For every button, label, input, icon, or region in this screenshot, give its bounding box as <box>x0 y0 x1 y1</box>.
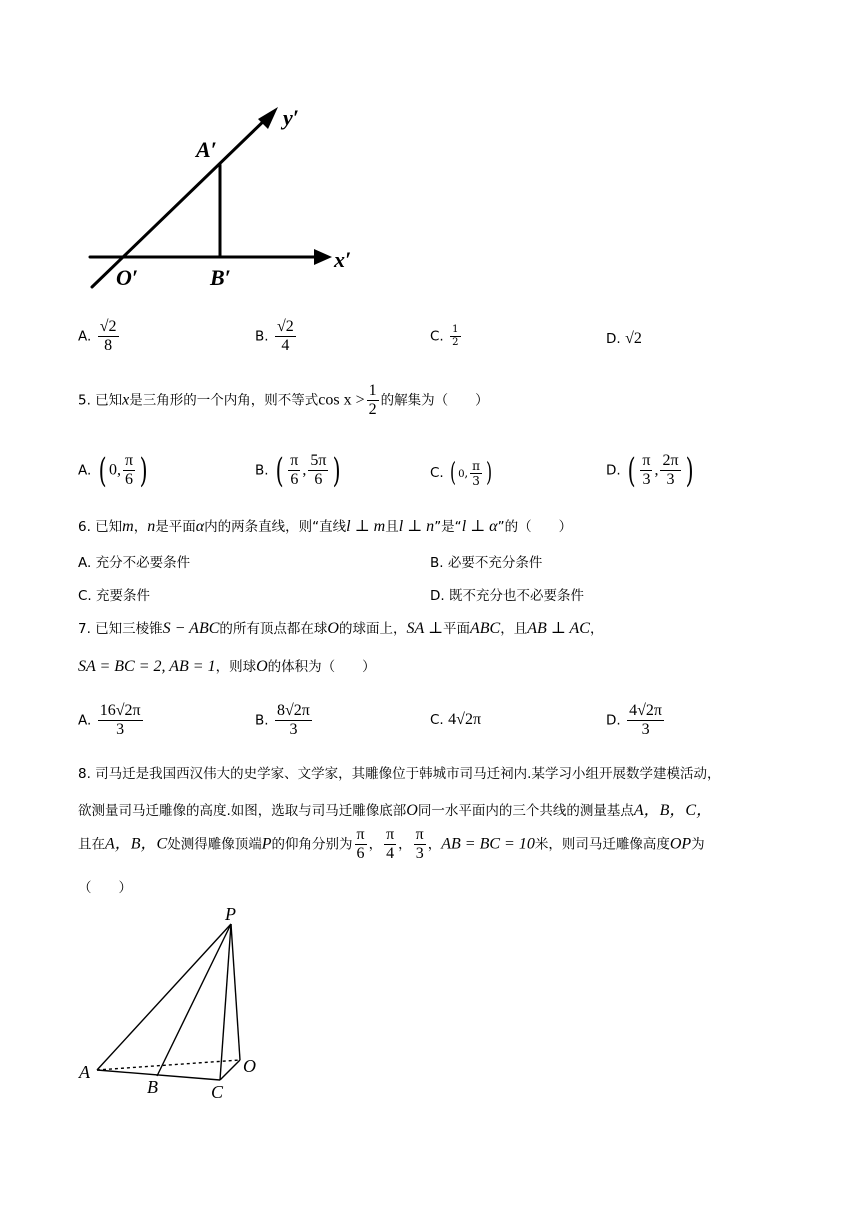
q6-stem: 6. 已知m，n是平面α内的两条直线，则“直线l ⊥ m且l ⊥ n”是“l ⊥ α”的（ ） <box>78 518 573 535</box>
q7-option-c[interactable]: C. 4√2π <box>430 711 482 728</box>
q4-option-c[interactable]: C. $\frac{1}{2}$ <box>430 324 459 348</box>
label-y: y′ <box>283 105 299 130</box>
x-arrowhead <box>314 249 332 265</box>
q7-stem-line2: SA = BC = 2, AB = 1，则球O的体积为（ ） <box>78 658 376 675</box>
q6-option-b[interactable]: B. 必要不充分条件 <box>430 555 543 571</box>
label-b: B <box>147 1077 158 1097</box>
label-o: O <box>243 1056 256 1076</box>
label-o: O′ <box>116 265 139 290</box>
label-c: C <box>211 1082 224 1100</box>
q4-option-a[interactable]: A. $\frac{√2}{8}$ <box>78 318 117 354</box>
q6-option-d[interactable]: D. 既不充分也不必要条件 <box>430 588 584 604</box>
label-a: A′ <box>196 137 217 162</box>
q6-option-a[interactable]: A. 充分不必要条件 <box>78 555 191 571</box>
q5-stem: 5. 已知x是三角形的一个内角，则不等式cos x > $\frac{1}{2}$ 的解集为（ ） <box>78 382 489 418</box>
q5-option-b[interactable]: B. ( $\frac{\pi}{6}$ , $\frac{5\pi}{6}$ ) <box>255 450 342 491</box>
edge-co <box>220 1060 240 1080</box>
edge-pb <box>157 924 231 1076</box>
edge-pa <box>97 924 231 1070</box>
edge-po <box>231 924 240 1060</box>
q8-stem-line2: 欲测量司马迁雕像的高度.如图，选取与司马迁雕像底部O同一水平面内的三个共线的测量基点A，B，C， <box>78 802 713 819</box>
q4-option-d[interactable]: D. √2 <box>606 330 642 347</box>
q7-option-b[interactable]: B. $\frac{8√2\pi}{3}$ <box>255 702 310 738</box>
q8-stem-line3: 且在A，B，C处测得雕像顶端P的仰角分别为 $\frac{\pi}{6}$ ， $\frac{\pi}{4}$ ， $\frac{\pi}{3}$ ，AB = BC = 10米，则司马迁雕像高度OP为 <box>78 826 705 862</box>
statue-measurement-figure <box>75 900 275 1100</box>
q5-option-d[interactable]: D. ( $\frac{\pi}{3}$ , $\frac{2\pi}{3}$ ) <box>606 450 694 491</box>
q7-option-d[interactable]: D. $\frac{4√2\pi}{3}$ <box>606 702 662 738</box>
q8-stem-line1: 8. 司马迁是我国西汉伟大的史学家、文学家，其雕像位于韩城市司马迁祠内.某学习小组开展数学建模活动， <box>78 766 721 782</box>
q8-answer-paren: （ ） <box>78 880 132 896</box>
label-x: x′ <box>334 247 352 272</box>
label-b: B′ <box>210 265 231 290</box>
q5-option-a[interactable]: A. ( 0, $\frac{\pi}{6}$ ) <box>78 450 148 491</box>
y-axis <box>92 115 270 287</box>
oblique-axes-figure <box>80 95 370 295</box>
q4-option-b[interactable]: B. $\frac{√2}{4}$ <box>255 318 294 354</box>
q7-option-a[interactable]: A. $\frac{16√2\pi}{3}$ <box>78 702 141 738</box>
label-p: P <box>225 904 236 924</box>
q5-option-c[interactable]: C. ( 0, $\frac{\pi}{3}$ ) <box>430 458 493 488</box>
edge-pc <box>220 924 231 1080</box>
edge-ao-dashed <box>97 1060 240 1070</box>
q7-stem-line1: 7. 已知三棱锥S − ABC的所有顶点都在球O的球面上，SA ⊥平面ABC，且AB ⊥ AC， <box>78 620 604 637</box>
label-a: A <box>79 1062 90 1082</box>
q6-option-c[interactable]: C. 充要条件 <box>78 588 151 604</box>
